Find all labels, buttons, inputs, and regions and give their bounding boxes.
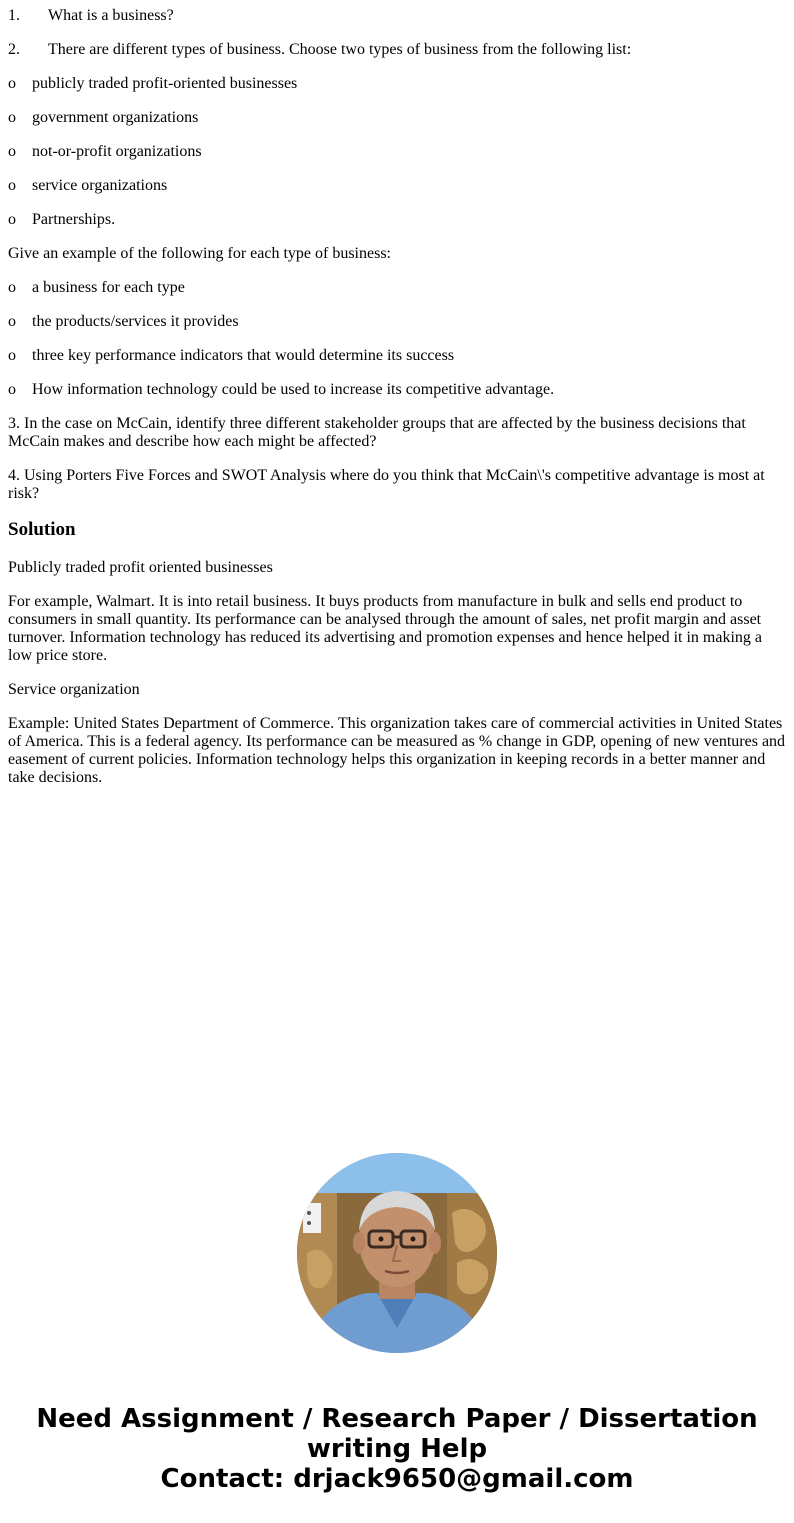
list-item: [8, 211, 786, 229]
list-item-text: Partnerships.: [32, 211, 116, 228]
bullet-marker: o: [8, 313, 16, 330]
bullet-marker: o: [8, 109, 16, 126]
list-item-text: three key performance indicators that would determine its success: [32, 347, 455, 364]
list-item: [8, 347, 786, 365]
question-text: There are different types of business. Choose two types of business from the following list:: [48, 41, 632, 58]
question-text: What is a business?: [48, 7, 174, 24]
bullet-marker: o: [8, 381, 16, 398]
solution-heading: Solution: [8, 519, 76, 540]
list-item: [8, 143, 786, 161]
promo-footer: [0, 1404, 794, 1494]
list-item-text: government organizations: [32, 109, 199, 126]
question-2: [8, 41, 786, 59]
solution-para2-title: Service organization: [8, 681, 140, 698]
list-item-text: publicly traded profit-oriented businesses: [32, 75, 298, 92]
author-photo: [297, 1153, 497, 1353]
question-number: 2.: [8, 41, 20, 58]
list-item: [8, 177, 786, 195]
solution-para1-title: Publicly traded profit oriented businesses: [8, 559, 273, 576]
list-item: [8, 313, 786, 331]
question-1: [8, 7, 786, 25]
bullet-marker: o: [8, 211, 16, 228]
list-item: [8, 75, 786, 93]
list-item-text: a business for each type: [32, 279, 185, 296]
example-intro: Give an example of the following for each type of business:: [8, 245, 391, 262]
list-item-text: the products/services it provides: [32, 313, 239, 330]
list-item: [8, 109, 786, 127]
list-item-text: service organizations: [32, 177, 168, 194]
footer-line-2: writing Help: [306, 1434, 488, 1464]
bullet-marker: o: [8, 279, 16, 296]
footer-line-1: Need Assignment / Research Paper / Dissertation: [36, 1404, 758, 1434]
list-item: [8, 381, 786, 399]
bullet-marker: o: [8, 347, 16, 364]
question-number: 1.: [8, 7, 20, 24]
question-3: 3. In the case on McCain, identify three different stakeholder groups that are affected by the business decisions that McCain makes and describe how each might be affected?: [8, 415, 746, 450]
bullet-marker: o: [8, 75, 16, 92]
bullet-marker: o: [8, 177, 16, 194]
solution-para2-body: Example: United States Department of Commerce. This organization takes care of commercial activities in United States of America. This is a federal agency. Its performance can be measured as % change in GDP, opening of new ventures and easement of current policies. Information technology helps this organization in keeping records in a better manner and take decisions.: [8, 715, 786, 786]
list-item: [8, 279, 786, 297]
bullet-marker: o: [8, 143, 16, 160]
question-4: 4. Using Porters Five Forces and SWOT Analysis where do you think that McCain\'s competitive advantage is most at risk?: [8, 467, 765, 502]
author-portrait-image: [297, 1153, 497, 1353]
footer-contact: Contact: drjack9650@gmail.com: [160, 1464, 634, 1494]
list-item-text: How information technology could be used to increase its competitive advantage.: [32, 381, 555, 398]
list-item-text: not-or-profit organizations: [32, 143, 202, 160]
solution-para1-body: For example, Walmart. It is into retail business. It buys products from manufacture in bulk and sells end product to consumers in small quantity. Its performance can be analysed through the amount of sales, net profit margin and asset turnover. Information technology has reduced its advertising and promotion expenses and hence helped it in making a low price store.: [8, 593, 763, 664]
